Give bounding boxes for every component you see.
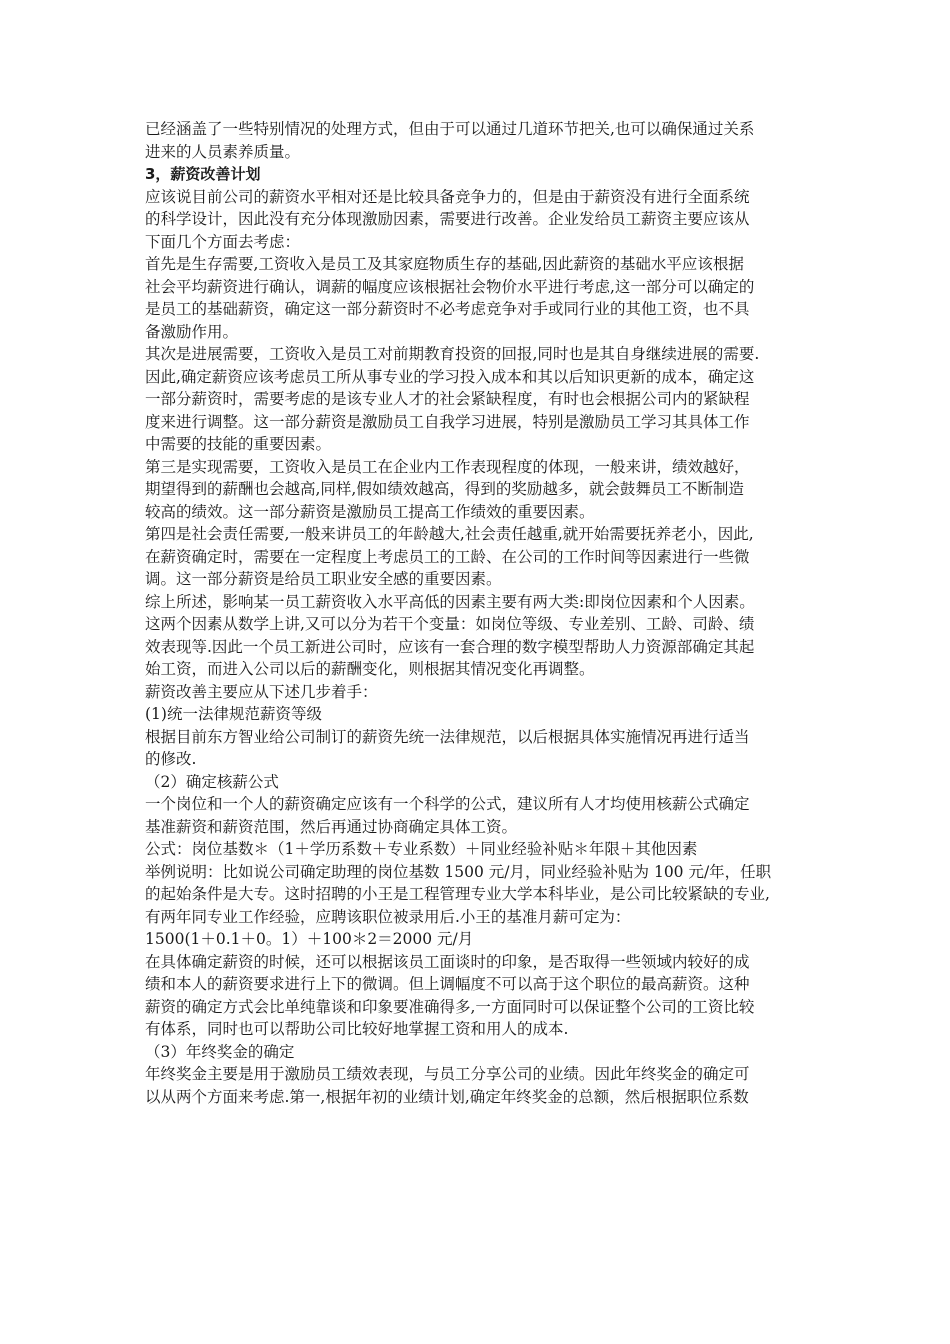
text-line: 度来进行调整。这一部分薪资是激励员工自我学习进展，特别是激励员工学习其具体工作	[145, 412, 750, 431]
text-line: 的修改.	[145, 750, 197, 768]
text-line: 调。这一部分薪资是给员工职业安全感的重要因素。	[145, 570, 502, 588]
text-line: 一个岗位和一个人的薪资确定应该有一个科学的公式，建议所有人才均使用核薪公式确定	[145, 795, 750, 813]
text-line: 绩和本人的薪资要求进行上下的微调。但上调幅度不可以高于这个职位的最高薪资。这种	[145, 975, 750, 993]
text-line: 基准薪资和薪资范围，然后再通过协商确定具体工资。	[145, 817, 518, 836]
text-line: 社会平均薪资进行确认，调薪的幅度应该根据社会物价水平进行考虑,这一部分可以确定的	[145, 277, 755, 296]
text-line: 效表现等.因此一个员工新进公司时，应该有一套合理的数字模型帮助人力资源部确定其起	[145, 637, 755, 656]
text-line: 下面几个方面去考虑：	[145, 232, 301, 251]
text-line: 的起始条件是大专。这时招聘的小王是工程管理专业大学本科毕业，是公司比较紧缺的专业,	[145, 885, 770, 903]
text-line: 中需要的技能的重要因素。	[145, 435, 332, 453]
text-line: 首先是生存需要,工资收入是员工及其家庭物质生存的基础,因此薪资的基础水平应该根据	[145, 255, 744, 273]
text-line: （2）确定核薪公式	[145, 772, 279, 791]
text-line: （3）年终奖金的确定	[145, 1042, 295, 1061]
text-line: 这两个因素从数学上讲,又可以分为若干个变量：如岗位等级、专业差别、工龄、司龄、绩	[145, 615, 755, 633]
text-line: (1)统一法律规范薪资等级	[145, 705, 322, 723]
text-line: 根据目前东方智业给公司制订的薪资先统一法律规范，以后根据具体实施情况再进行适当	[145, 727, 750, 746]
text-line: 1500(1＋0.1＋0。1）＋100＊2＝2000 元/月	[145, 930, 474, 948]
section-heading: 3，薪资改善计划	[145, 165, 261, 183]
text-line: 因此,确定薪资应该考虑员工所从事专业的学习投入成本和其以后知识更新的成本，确定这	[145, 367, 755, 386]
text-line: 是员工的基础薪资，确定这一部分薪资时不必考虑竞争对手或同行业的其他工资，也不具	[145, 300, 750, 318]
text-line: 备激励作用。	[145, 322, 239, 341]
text-line: 举例说明：比如说公司确定助理的岗位基数 1500 元/月，同业经验补贴为 100 元/年，任职	[145, 862, 772, 881]
text-line: 第四是社会责任需要,一般来讲员工的年龄越大,社会责任越重,就开始需要抚养老小，因此,	[145, 525, 754, 543]
text-line: 期望得到的薪酬也会越高,同样,假如绩效越高，得到的奖励越多，就会鼓舞员工不断制造	[145, 480, 744, 498]
text-line: 有两年同专业工作经验，应聘该职位被录用后.小王的基准月薪可定为：	[145, 907, 631, 926]
text-line: 薪资的确定方式会比单纯靠谈和印象要准确得多,一方面同时可以保证整个公司的工资比较	[145, 997, 755, 1016]
text-line: 一部分薪资时，需要考虑的是该专业人才的社会紧缺程度，有时也会根据公司内的紧缺程	[145, 390, 750, 408]
text-line: 的科学设计，因此没有充分体现激励因素，需要进行改善。企业发给员工薪资主要应该从	[145, 210, 750, 228]
text-line: 有体系，同时也可以帮助公司比较好地掌握工资和用人的成本.	[145, 1020, 569, 1038]
text-line: 在具体确定薪资的时候，还可以根据该员工面谈时的印象，是否取得一些领域内较好的成	[145, 952, 750, 971]
text-line: 以从两个方面来考虑.第一,根据年初的业绩计划,确定年终奖金的总额，然后根据职位系数	[145, 1087, 749, 1106]
text-line: 其次是进展需要，工资收入是员工对前期教育投资的回报,同时也是其自身继续进展的需要.	[145, 345, 760, 363]
text-line: 第三是实现需要，工资收入是员工在企业内工作表现程度的体现，一般来讲，绩效越好，	[145, 457, 750, 476]
text-line: 进来的人员素养质量。	[145, 142, 301, 161]
document-body	[145, 118, 817, 1108]
text-line: 已经涵盖了一些特别情况的处理方式，但由于可以通过几道环节把关,也可以确保通过关系	[145, 120, 755, 138]
text-line: 在薪资确定时，需要在一定程度上考虑员工的工龄、在公司的工作时间等因素进行一些微	[145, 547, 750, 566]
text-line: 始工资，而进入公司以后的薪酬变化，则根据其情况变化再调整。	[145, 660, 595, 678]
text-line: 较高的绩效。这一部分薪资是激励员工提高工作绩效的重要因素。	[145, 502, 595, 521]
text-line: 年终奖金主要是用于激励员工绩效表现，与员工分享公司的业绩。因此年终奖金的确定可	[145, 1065, 750, 1083]
text-line: 公式：岗位基数＊（1＋学历系数＋专业系数）＋同业经验补贴＊年限＋其他因素	[145, 840, 698, 858]
text-line: 薪资改善主要应从下述几步着手：	[145, 682, 378, 701]
text-line: 应该说目前公司的薪资水平相对还是比较具备竞争力的，但是由于薪资没有进行全面系统	[145, 187, 750, 206]
text-line: 综上所述，影响某一员工薪资收入水平高低的因素主要有两大类:即岗位因素和个人因素。	[145, 592, 755, 611]
